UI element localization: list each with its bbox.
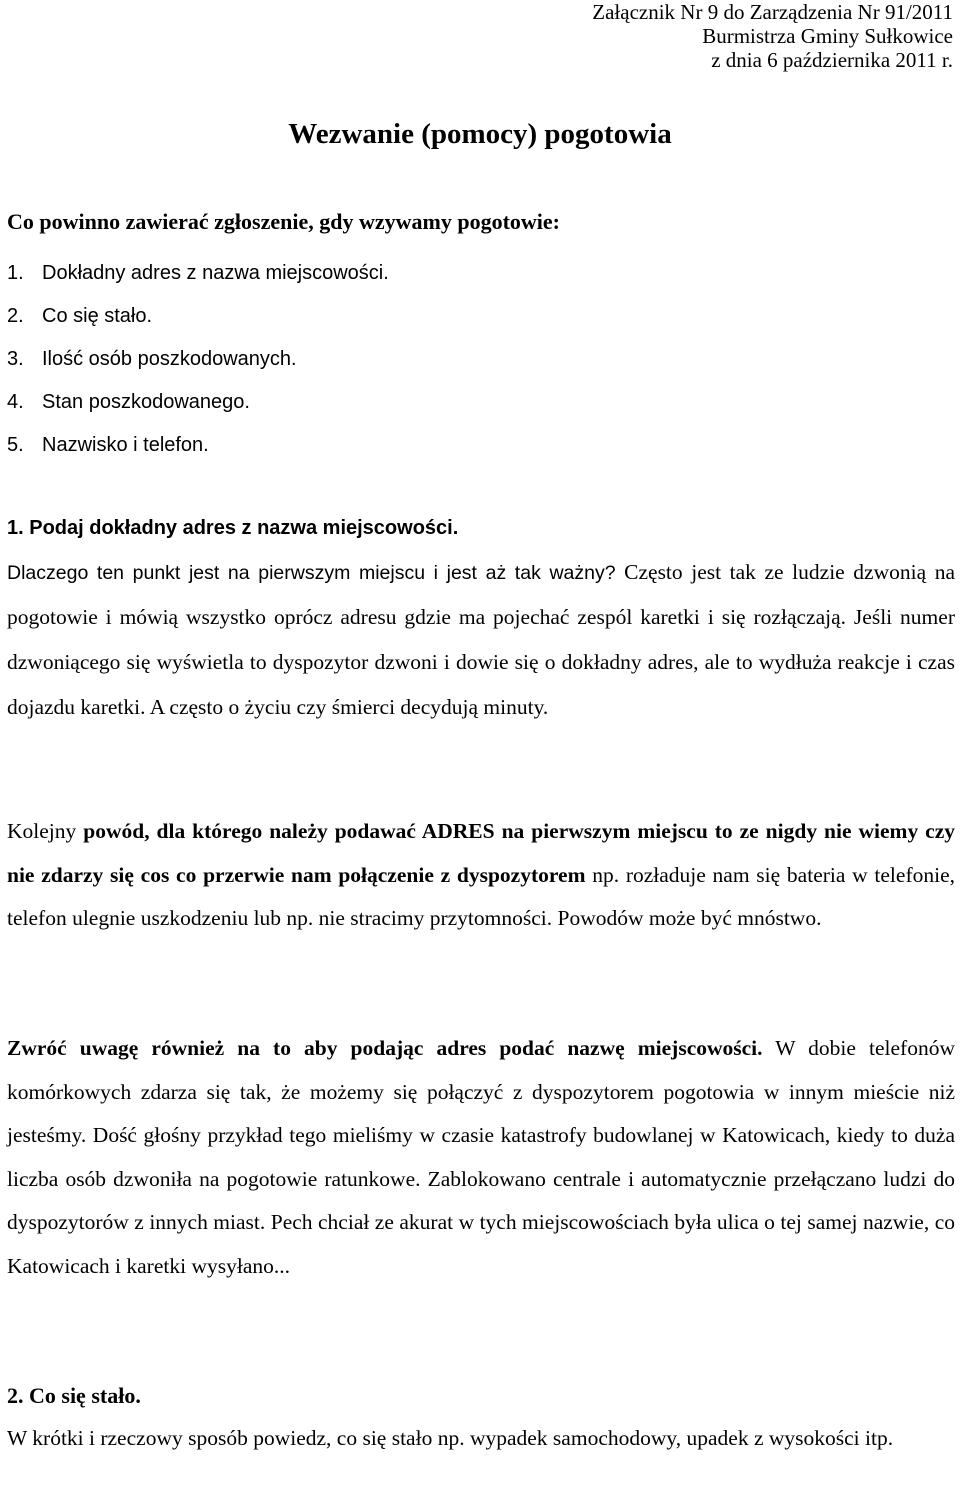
paragraph-3-emphasis: Zwróć uwagę również na to aby podając adres podać nazwę miejscowości. xyxy=(7,1036,763,1060)
attachment-note xyxy=(592,0,953,72)
section-2-heading: 2. Co się stało. xyxy=(7,1383,141,1408)
list-item-text: Nazwisko i telefon. xyxy=(42,434,209,456)
list-item-text: Co się stało. xyxy=(42,305,153,327)
list-item-number: 5. xyxy=(7,434,24,456)
list-item-number: 1. xyxy=(7,262,24,284)
list-item xyxy=(7,252,389,295)
list-item-number: 4. xyxy=(7,391,24,413)
attachment-line-3: z dnia 6 października 2011 r. xyxy=(711,48,953,72)
paragraph-2-rest: np. rozładuje nam się bateria w telefonie, telefon ulegnie uszkodzeniu lub np. nie stracimy przytomności. Powodów może być mnóstwo. xyxy=(7,862,955,930)
list-item-number: 2. xyxy=(7,305,24,327)
document-title: Wezwanie (pomocy) pogotowia xyxy=(288,118,672,150)
attachment-line-1: Załącznik Nr 9 do Zarządzenia Nr 91/2011 xyxy=(592,0,953,24)
list-item-text: Dokładny adres z nazwa miejscowości. xyxy=(42,262,389,284)
list-item xyxy=(7,424,389,467)
intro-question: Co powinno zawierać zgłoszenie, gdy wzywamy pogotowie: xyxy=(7,209,560,234)
section-1-paragraph-2 xyxy=(7,810,955,941)
list-item-number: 3. xyxy=(7,348,24,370)
section-2-paragraph: W krótki i rzeczowy sposób powiedz, co się stało np. wypadek samochodowy, upadek z wysokości itp. xyxy=(7,1426,894,1450)
paragraph-2-emphasis: powód, dla którego należy podawać ADRES na pierwszym miejscu to ze nigdy nie wiemy czy nie zdarzy się cos co przerwie nam połączenie z dyspozytorem xyxy=(7,819,955,887)
section-1-paragraph-3 xyxy=(7,1027,955,1288)
paragraph-2-lead: Kolejny xyxy=(7,819,84,843)
list-item-text: Ilość osób poszkodowanych. xyxy=(42,348,297,370)
section-1-heading: 1. Podaj dokładny adres z nazwa miejscowości. xyxy=(7,517,459,539)
paragraph-3-rest: W dobie telefonów komórkowych zdarza się tak, że możemy się połączyć z dyspozytorem pogotowia w innym mieście niż jesteśmy. Dość głośny przykład tego mieliśmy w czasie katastrofy budowlanej w Katowicach, kiedy to duża liczba osób dzwoniła na pogotowie ratunkowe. Zablokowano centrale i automatycznie przełączano ludzi do dyspozytorów z innych miast. Pech chciał ze akurat w tych miejscowościach była ulica o tej samej nazwie, co Katowicach i karetki wysyłano... xyxy=(7,1036,955,1278)
section-1-paragraph-1 xyxy=(7,550,955,730)
section-1-question: Dlaczego ten punkt jest na pierwszym miejscu i jest aż tak ważny? xyxy=(7,562,616,584)
list-item xyxy=(7,295,389,338)
list-item xyxy=(7,338,389,381)
report-checklist xyxy=(7,252,389,467)
list-item xyxy=(7,381,389,424)
section-1-explanation: Często jest tak ze ludzie dzwonią na pogotowie i mówią wszystko oprócz adresu gdzie ma pojechać zespól karetki i się rozłączają. Jeśli numer dzwoniącego się wyświetla to dyspozytor dzwoni i dowie się o dokładny adres, ale to wydłuża reakcje i czas dojazdu karetki. A często o życiu czy śmierci decydują minuty. xyxy=(7,560,955,719)
attachment-line-2: Burmistrza Gminy Sułkowice xyxy=(702,24,953,48)
list-item-text: Stan poszkodowanego. xyxy=(42,391,250,413)
